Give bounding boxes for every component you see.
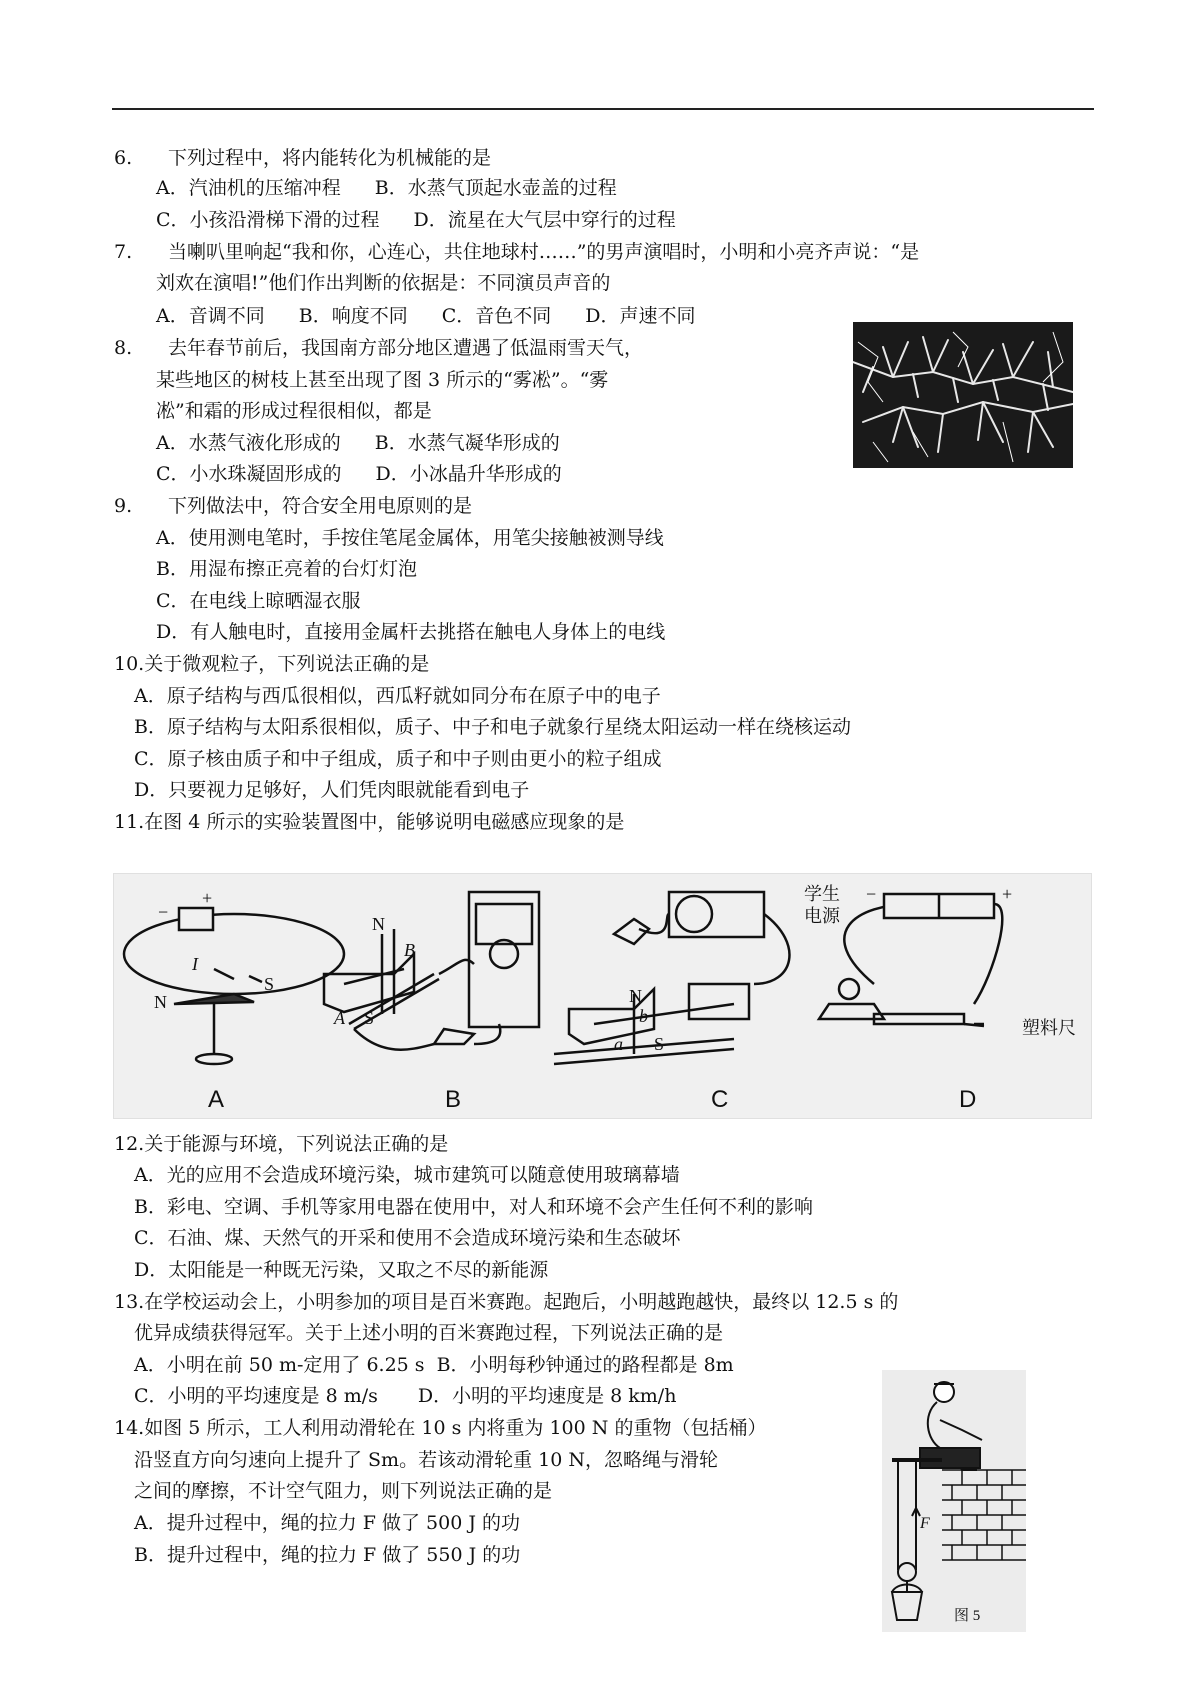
q8-stem-line1: 8. 去年春节前后，我国南方部分地区遭遇了低温雨雪天气， [114, 337, 644, 359]
fig4a-plus: + [202, 888, 213, 908]
q12-option-a[interactable]: A．光的应用不会造成环境污染，城市建筑可以随意使用玻璃幕墙 [134, 1164, 680, 1186]
q6-options-row1 [156, 175, 617, 201]
q11-stem: 11.在图 4 所示的实验装置图中，能够说明电磁感应现象的是 [114, 811, 625, 833]
q13-options-row1 [134, 1352, 734, 1378]
fig4a-minus: − [158, 902, 169, 922]
q13-option-b[interactable]: B．小明每秒钟通过的路程都是 8m [436, 1354, 734, 1376]
fig4c-north: N [629, 986, 642, 1006]
fig4d-minus: − [866, 884, 877, 904]
q6-option-d[interactable]: D．流星在大气层中穿行的过程 [413, 209, 676, 231]
q10-option-d[interactable]: D．只要视力足够好，人们凭肉眼就能看到电子 [134, 779, 530, 801]
q14-option-a[interactable]: A．提升过程中，绳的拉力 F 做了 500 J 的功 [134, 1512, 520, 1534]
fig4c-point-b: b [639, 1006, 648, 1026]
q12-option-c[interactable]: C．石油、煤、天然气的开采和使用不会造成环境污染和生态破坏 [134, 1227, 681, 1249]
q7-option-a[interactable]: A．音调不同 [156, 305, 265, 327]
q13-option-d[interactable]: D．小明的平均速度是 8 km/h [417, 1385, 677, 1407]
fig4-label-a: A [208, 1086, 225, 1113]
q8-option-d[interactable]: D．小冰晶升华形成的 [375, 463, 562, 485]
fig4-label-b: B [445, 1086, 462, 1113]
fig4d-plus: + [1002, 884, 1013, 904]
q7-option-c[interactable]: C．音色不同 [441, 305, 552, 327]
q6-option-b[interactable]: B．水蒸气顶起水壶盖的过程 [374, 177, 617, 199]
fig4b-point-a: A [334, 1008, 345, 1028]
q7-options [156, 303, 695, 329]
fig4-label-d: D [959, 1086, 977, 1113]
q10-option-c[interactable]: C．原子核由质子和中子组成，质子和中子则由更小的粒子组成 [134, 748, 662, 770]
fig4c-power-line2: 电源 [804, 906, 840, 926]
figure-5-diagram [882, 1370, 1026, 1632]
q9-option-d[interactable]: D．有人触电时，直接用金属杆去挑搭在触电人身体上的电线 [156, 621, 666, 643]
q12-stem: 12.关于能源与环境，下列说法正确的是 [114, 1133, 449, 1155]
q7-option-b[interactable]: B．响度不同 [298, 305, 408, 327]
fig4d-ruler-label: 塑料尺 [1022, 1018, 1076, 1038]
fig5-force-label: F [920, 1515, 930, 1532]
rime-photo-image [853, 322, 1073, 468]
q7-stem-line2: 刘欢在演唱!”他们作出判断的依据是：不同演员声音的 [156, 272, 611, 294]
q9-option-c[interactable]: C．在电线上晾晒湿衣服 [156, 590, 361, 612]
q8-options-row1 [156, 430, 560, 456]
fig4b-south: S [364, 1008, 375, 1028]
q6-option-a[interactable]: A．汽油机的压缩冲程 [156, 177, 341, 199]
q9-stem: 9. 下列做法中，符合安全用电原则的是 [114, 495, 473, 517]
q12-option-b[interactable]: B．彩电、空调、手机等家用电器在使用中，对人和环境不会产生任何不利的影响 [134, 1196, 813, 1218]
q13-option-a[interactable]: A．小明在前 50 m-定用了 6.25 s [134, 1354, 425, 1376]
figure-4 [113, 873, 1092, 1119]
q13-stem-line2: 优异成绩获得冠军。关于上述小明的百米赛跑过程，下列说法正确的是 [134, 1322, 724, 1344]
q6-stem: 6. 下列过程中，将内能转化为机械能的是 [114, 147, 492, 169]
q13-option-c[interactable]: C．小明的平均速度是 8 m/s [134, 1385, 378, 1407]
q8-option-b[interactable]: B．水蒸气凝华形成的 [374, 432, 560, 454]
q6-options-row2 [156, 207, 676, 233]
fig4b-point-b: B [404, 940, 415, 960]
q10-option-a[interactable]: A．原子结构与西瓜很相似，西瓜籽就如同分布在原子中的电子 [134, 685, 661, 707]
fig5-caption: 图 5 [954, 1608, 981, 1624]
q6-option-c[interactable]: C．小孩沿滑梯下滑的过程 [156, 209, 380, 231]
q8-options-row2 [156, 461, 562, 487]
q8-option-a[interactable]: A．水蒸气液化形成的 [156, 432, 341, 454]
q10-option-b[interactable]: B．原子结构与太阳系很相似，质子、中子和电子就象行星绕太阳运动一样在绕核运动 [134, 716, 851, 738]
fig4b-north: N [372, 914, 385, 934]
q14-stem-line1: 14.如图 5 所示，工人利用动滑轮在 10 s 内将重为 100 N 的重物（包括桶） [114, 1417, 767, 1439]
fig4-label-c: C [711, 1086, 729, 1113]
rime-photo [853, 322, 1073, 468]
q14-stem-line3: 之间的摩擦，不计空气阻力，则下列说法正确的是 [134, 1480, 553, 1502]
q10-stem: 10.关于微观粒子，下列说法正确的是 [114, 653, 430, 675]
fig4a-south: S [264, 974, 275, 994]
q9-option-a[interactable]: A．使用测电笔时，手按住笔尾金属体，用笔尖接触被测导线 [156, 527, 664, 549]
q9-option-b[interactable]: B．用湿布擦正亮着的台灯灯泡 [156, 558, 417, 580]
figure-4-diagrams [114, 874, 1091, 1118]
q13-stem-line1: 13.在学校运动会上，小明参加的项目是百米赛跑。起跑后，小明越跑越快，最终以 12.5 s 的 [114, 1291, 899, 1313]
q14-stem-line2: 沿竖直方向匀速向上提升了 Sm。若该动滑轮重 10 N，忽略绳与滑轮 [134, 1449, 718, 1471]
fig4c-point-a: a [614, 1034, 623, 1054]
header-rule [112, 108, 1094, 110]
q14-option-b[interactable]: B．提升过程中，绳的拉力 F 做了 550 J 的功 [134, 1544, 521, 1566]
q7-stem-line1: 7. 当喇叭里响起“我和你，心连心，共住地球村……”的男声演唱时，小明和小亮齐声说：“是 [114, 241, 920, 263]
q8-stem-line2: 某些地区的树枝上甚至出现了图 3 所示的“雾凇”。“雾 [156, 369, 609, 391]
fig4a-current: I [192, 954, 198, 974]
figure-5 [882, 1370, 1026, 1632]
fig4c-south: S [654, 1034, 665, 1054]
q8-option-c[interactable]: C．小水珠凝固形成的 [156, 463, 342, 485]
q8-stem-line3: 凇”和霜的形成过程很相似，都是 [156, 400, 432, 422]
q12-option-d[interactable]: D．太阳能是一种既无污染，又取之不尽的新能源 [134, 1259, 549, 1281]
fig4a-north: N [154, 992, 167, 1012]
fig4c-power-line1: 学生 [804, 884, 840, 904]
q7-option-d[interactable]: D．声速不同 [585, 305, 696, 327]
q13-options-row2 [134, 1383, 676, 1409]
